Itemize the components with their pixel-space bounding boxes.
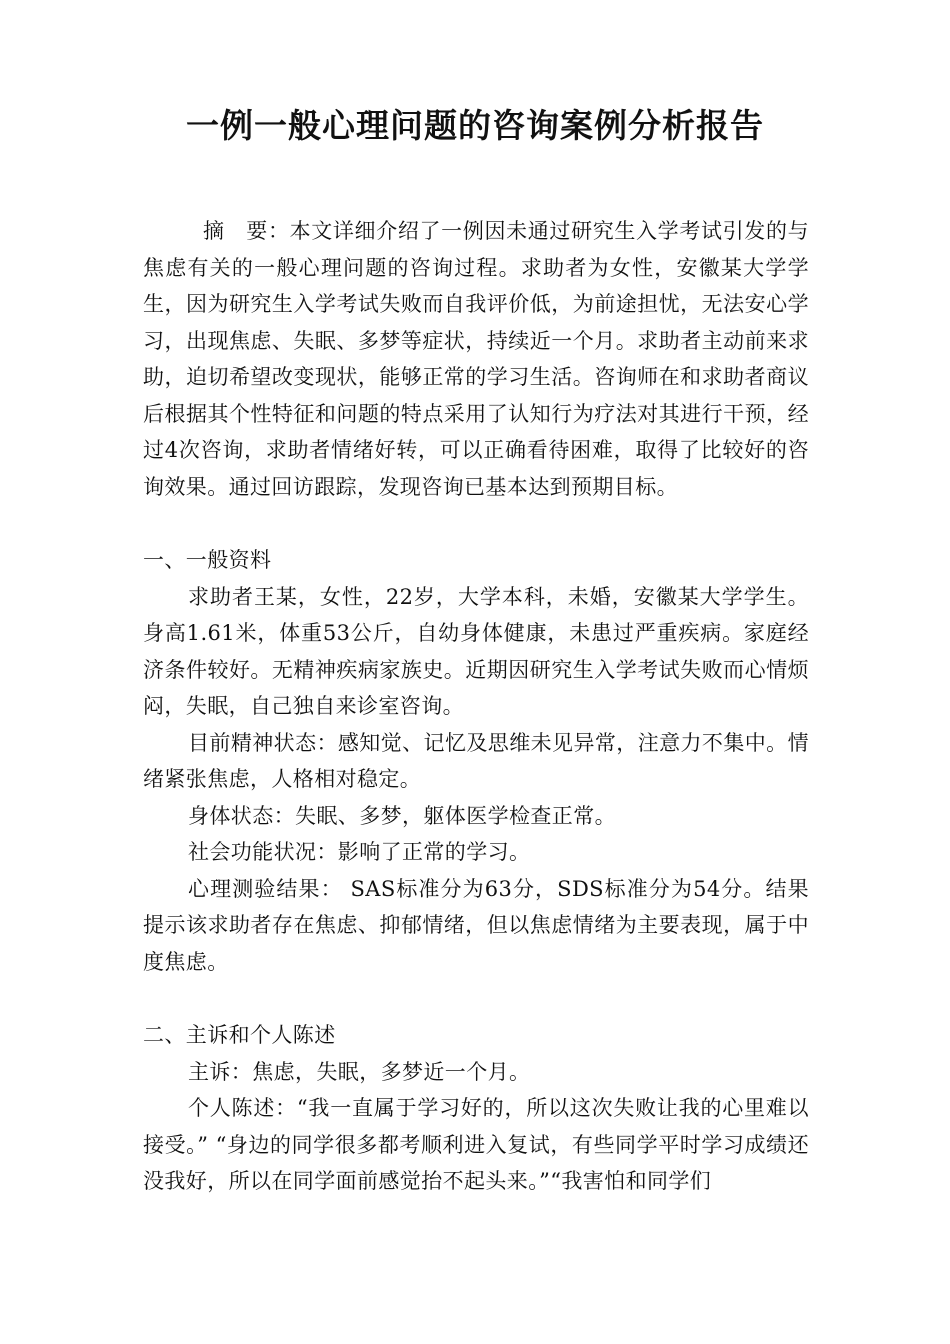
paragraph: 社会功能状况：影响了正常的学习。 xyxy=(188,840,531,864)
document-body xyxy=(143,213,809,1200)
section-heading-complaint: 二、主诉和个人陈述 xyxy=(143,1023,336,1047)
abstract-paragraph: 摘 要：本文详细介绍了一例因未通过研究生入学考试引发的与焦虑有关的一般心理问题的咨询过程。求助者为女性，安徽某大学学生，因为研究生入学考试失败而自我评价低，为前途担忧，无法安心学习，出现焦虑、失眠、多梦等症状，持续近一个月。求助者主动前来求助，迫切希望改变现状，能够正常的学习生活。咨询师在和求助者商议后根据其个性特征和问题的特点采用了认知行为疗法对其进行干预，经过4次咨询，求助者情绪好转，可以正确看待困难，取得了比较好的咨询效果。通过回访跟踪，发现咨询已基本达到预期目标。 xyxy=(143,219,809,499)
paragraph: 目前精神状态：感知觉、记忆及思维未见异常，注意力不集中。情绪紧张焦虑，人格相对稳定。 xyxy=(143,730,809,791)
section-heading-general-info: 一、一般资料 xyxy=(143,548,272,572)
section-spacer xyxy=(143,505,809,542)
paragraph: 主诉：焦虑，失眠，多梦近一个月。 xyxy=(188,1059,531,1084)
paragraph: 求助者王某，女性，22岁，大学本科，未婚，安徽某大学学生。身高1.61米，体重53公斤，自幼身体健康，未患过严重疾病。家庭经济条件较好。无精神疾病家族史。近期因研究生入学考试失败而心情烦闷，失眠，自己独自来诊室咨询。 xyxy=(143,584,809,718)
document-title: 一例一般心理问题的咨询案例分析报告 xyxy=(186,106,764,145)
paragraph: 个人陈述：“我一直属于学习好的，所以这次失败让我的心里难以接受。” “身边的同学很多都考顺利进入复试，有些同学平时学习成绩还没我好，所以在同学面前感觉抬不起头来。”“我害怕和同学们 xyxy=(143,1096,809,1193)
section-spacer xyxy=(143,980,809,1017)
paragraph: 身体状态：失眠、多梦，躯体医学检查正常。 xyxy=(188,803,616,828)
paragraph: 心理测验结果： SAS标准分为63分，SDS标准分为54分。结果提示该求助者存在焦虑、抑郁情绪，但以焦虑情绪为主要表现，属于中度焦虑。 xyxy=(143,876,809,974)
